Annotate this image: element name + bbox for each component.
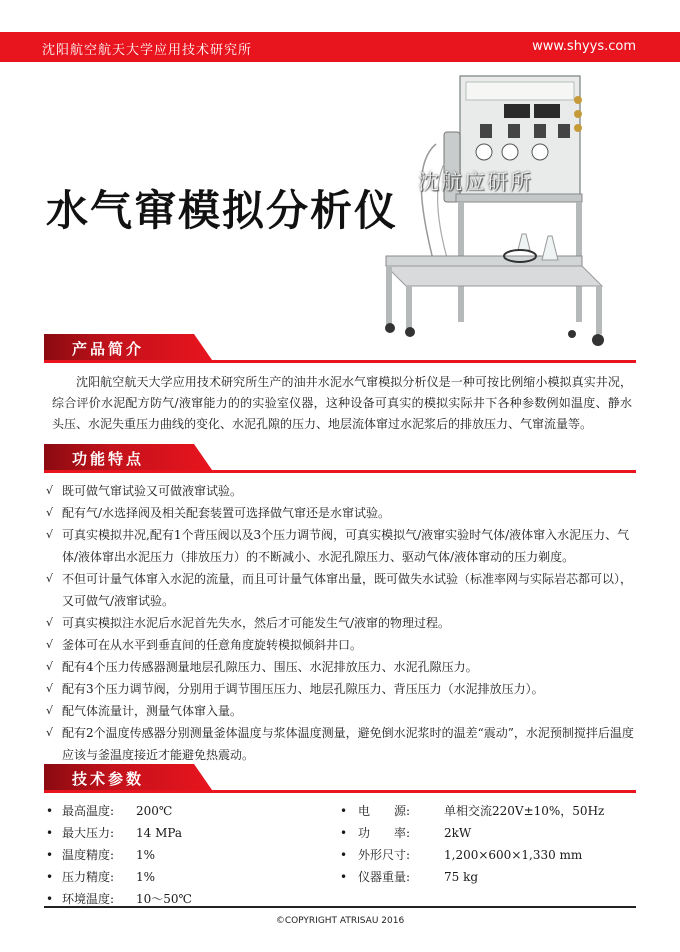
spec-name: 电 源: bbox=[358, 804, 411, 818]
section-features-header bbox=[44, 444, 636, 474]
bullet-icon: • bbox=[340, 848, 348, 862]
feature-text: 配有3个压力调节阀，分别用于调节围压压力、地层孔隙压力、背压压力（水泥排放压力）。 bbox=[62, 682, 544, 696]
bullet-icon: • bbox=[46, 804, 54, 818]
feature-text: 可真实模拟注水泥后水泥首先失水，然后才可能发生气/液窜的物理过程。 bbox=[62, 616, 451, 630]
check-icon: √ bbox=[46, 484, 54, 497]
website-link[interactable]: www.shyys.com bbox=[532, 39, 636, 54]
feature-text: 配有2个温度传感器分别测量釜体温度与浆体温度测量，避免倒水泥浆时的温差“震动”，水泥预制搅拌后温度应该与釜温度接近才能避免热震动。 bbox=[62, 726, 634, 762]
spec-value: 1% bbox=[136, 870, 156, 884]
feature-item bbox=[46, 722, 638, 766]
check-icon: √ bbox=[46, 726, 54, 739]
feature-text: 既可做气窜试验又可做液窜试验。 bbox=[62, 484, 243, 498]
section-features-label: 功能特点 bbox=[72, 450, 145, 468]
spec-value: 1,200×600×1,330 mm bbox=[444, 848, 583, 862]
check-icon: √ bbox=[46, 638, 54, 651]
feature-text: 可真实模拟井况,配有1个背压阀以及3个压力调节阀，可真实模拟气/液窜实验时气体/液体窜入水泥压力、气体/液体窜出水泥压力（排放压力）的不断减小、水泥孔隙压力、驱动气体/液体窜动的压力剃度。 bbox=[62, 528, 630, 564]
feature-item bbox=[46, 700, 638, 722]
feature-list bbox=[46, 480, 638, 766]
feature-text: 配气体流量计，测量气体窜入量。 bbox=[62, 704, 243, 718]
spec-value: 2kW bbox=[444, 826, 472, 840]
feature-item bbox=[46, 634, 638, 656]
spec-name: 最高温度: bbox=[62, 804, 115, 818]
section-specs-label: 技术参数 bbox=[72, 770, 145, 788]
feature-text: 配有气/水选择阀及相关配套装置可选择做气窜还是水窜试验。 bbox=[62, 506, 391, 520]
spec-name: 环境温度: bbox=[62, 892, 115, 906]
check-icon: √ bbox=[46, 506, 54, 519]
bullet-icon: • bbox=[46, 826, 54, 840]
spec-name: 压力精度: bbox=[62, 870, 115, 884]
bullet-icon: • bbox=[46, 870, 54, 884]
intro-paragraph: 沈阳航空航天大学应用技术研究所生产的油井水泥水气窜模拟分析仪是一种可按比例缩小模拟真实井况，综合评价水泥配方防气/液窜能力的的实验室仪器，这种设备可真实的模拟实际井下各种参数例如温度、静水头压、水泥失重压力曲线的变化、水泥孔隙的压力、地层流体窜过水泥浆后的排放压力、气窜流量等。 bbox=[52, 375, 632, 431]
spec-name: 温度精度: bbox=[62, 848, 115, 862]
section-rule bbox=[44, 360, 636, 363]
feature-item bbox=[46, 656, 638, 678]
check-icon: √ bbox=[46, 616, 54, 629]
spec-value: 200℃ bbox=[136, 804, 173, 818]
check-icon: √ bbox=[46, 682, 54, 695]
bullet-icon: • bbox=[340, 826, 348, 840]
check-icon: √ bbox=[46, 572, 54, 585]
section-rule bbox=[44, 470, 636, 473]
instrument-photo bbox=[372, 74, 612, 356]
feature-item bbox=[46, 480, 638, 502]
feature-item bbox=[46, 524, 638, 568]
feature-item bbox=[46, 568, 638, 612]
spec-value: 1% bbox=[136, 848, 156, 862]
watermark-text: 沈航应研所 bbox=[418, 170, 533, 194]
feature-text: 不但可计量气体窜入水泥的流量，而且可计量气体窜出量，既可做失水试验（标准率网与实际岩芯都可以），又可做气/液窜试验。 bbox=[62, 572, 633, 608]
spec-value: 75 kg bbox=[444, 870, 479, 884]
bullet-icon: • bbox=[46, 892, 54, 906]
header-bar bbox=[0, 32, 680, 62]
spec-name: 功 率: bbox=[358, 826, 411, 840]
spec-value: 单相交流220V±10%，50Hz bbox=[444, 804, 605, 818]
section-rule bbox=[44, 790, 636, 793]
check-icon: √ bbox=[46, 704, 54, 717]
check-icon: √ bbox=[46, 660, 54, 673]
section-intro-label: 产品简介 bbox=[72, 340, 145, 358]
bullet-icon: • bbox=[340, 804, 348, 818]
copyright-text: ©COPYRIGHT ATRISAU 2016 bbox=[275, 916, 405, 926]
check-icon: √ bbox=[46, 528, 54, 541]
section-specs-header bbox=[44, 764, 636, 794]
spec-name: 仪器重量: bbox=[358, 870, 411, 884]
org-name: 沈阳航空航天大学应用技术研究所 bbox=[42, 43, 253, 58]
spec-value: 14 MPa bbox=[136, 826, 183, 840]
page-title: 水气窜模拟分析仪 bbox=[46, 186, 399, 235]
feature-item bbox=[46, 502, 638, 524]
bullet-icon: • bbox=[46, 848, 54, 862]
spec-name: 外形尺寸: bbox=[358, 848, 411, 862]
feature-item bbox=[46, 612, 638, 634]
feature-text: 釜体可在从水平到垂直间的任意角度旋转模拟倾斜井口。 bbox=[62, 638, 363, 652]
feature-item bbox=[46, 678, 638, 700]
spec-name: 最大压力: bbox=[62, 826, 115, 840]
footer-rule bbox=[44, 906, 636, 908]
feature-text: 配有4个压力传感器测量地层孔隙压力、围压、水泥排放压力、水泥孔隙压力。 bbox=[62, 660, 478, 674]
section-intro-header bbox=[44, 334, 636, 364]
spec-value: 10～50℃ bbox=[136, 892, 192, 906]
bullet-icon: • bbox=[340, 870, 348, 884]
